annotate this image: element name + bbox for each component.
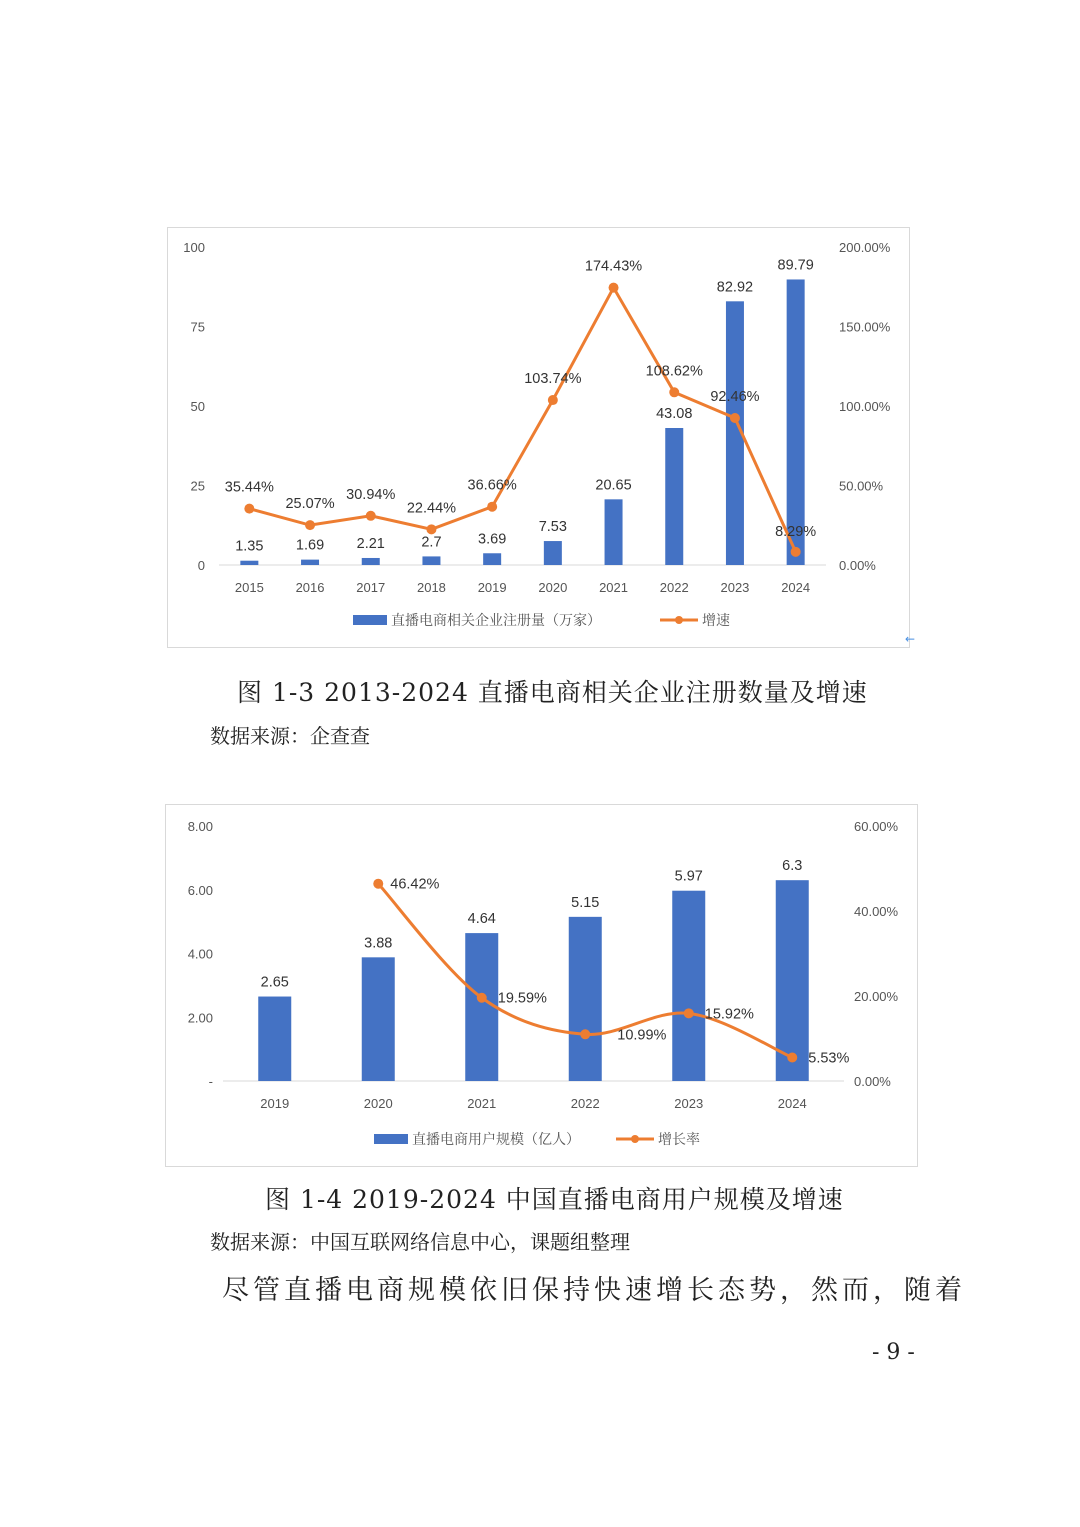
c1-y-right-tick: 0.00%	[839, 558, 876, 573]
data-source-2: 数据来源：中国互联网络信息中心，课题组整理	[210, 1230, 630, 1254]
body-paragraph: 尽管直播电商规模依旧保持快速增长态势，然而，随着	[222, 1275, 966, 1306]
c2-bar-label: 6.3	[782, 858, 803, 875]
c1-bar-label: 20.65	[595, 477, 632, 494]
c1-y-left-tick: 25	[190, 478, 205, 494]
c1-growth-label: 92.46%	[710, 388, 760, 405]
c2-growth-point	[373, 879, 383, 889]
c2-bar-label: 2.65	[260, 974, 289, 991]
c2-x-tick: 2024	[777, 1096, 807, 1111]
figure-caption-1: 图 1-3 2013-2024 直播电商相关企业注册数量及增速	[237, 678, 868, 707]
c1-bar	[665, 428, 683, 565]
c2-y-left-tick: -	[208, 1074, 213, 1089]
c1-growth-label: 22.44%	[406, 500, 457, 517]
c2-bar	[258, 997, 291, 1081]
c2-growth-label: 10.99%	[617, 1027, 667, 1044]
c2-bar-label: 4.64	[467, 911, 496, 928]
c1-bar	[422, 556, 440, 565]
c2-x-tick: 2023	[674, 1096, 704, 1111]
c2-growth-point	[684, 1008, 694, 1018]
chart1-svg	[168, 228, 909, 647]
figure-caption-2: 图 1-4 2019-2024 中国直播电商用户规模及增速	[265, 1185, 844, 1214]
c1-y-right-tick: 150.00%	[839, 319, 891, 335]
c1-growth-label: 35.44%	[224, 479, 274, 496]
c1-growth-line	[249, 288, 795, 552]
c2-bar-label: 5.97	[674, 868, 703, 885]
c1-growth-point	[791, 547, 801, 557]
c1-y-right-tick: 50.00%	[839, 478, 884, 494]
c1-growth-label: 36.66%	[467, 477, 517, 494]
c2-y-right-tick: 0.00%	[854, 1074, 891, 1089]
c1-bar-label: 7.53	[538, 519, 567, 536]
c1-x-tick: 2015	[234, 580, 264, 595]
c1-bar-label: 1.69	[295, 537, 325, 554]
c1-x-tick: 2021	[599, 580, 629, 595]
c2-growth-point	[580, 1029, 590, 1039]
c2-y-left-tick: 6.00	[187, 882, 213, 898]
c2-bar	[362, 957, 395, 1081]
c1-growth-point	[305, 520, 315, 530]
c1-bar	[362, 558, 380, 565]
c1-bar	[240, 561, 258, 565]
c1-legend-line-marker	[675, 616, 683, 624]
c1-y-right-tick: 200.00%	[839, 240, 891, 255]
c1-growth-point	[426, 524, 436, 534]
anchor-arrow-icon: ←	[905, 632, 916, 646]
c1-bar-label: 89.79	[777, 257, 814, 274]
data-source-1: 数据来源：企查查	[210, 724, 370, 748]
c1-x-tick: 2022	[659, 580, 689, 595]
chart-user-scale	[165, 804, 918, 1167]
chart-enterprise-registrations	[167, 227, 910, 648]
page-number: - 9 -	[872, 1340, 915, 1365]
c1-y-right-tick: 100.00%	[839, 399, 891, 414]
c1-y-left-tick: 0	[197, 558, 205, 573]
c1-growth-label: 8.29%	[775, 523, 817, 540]
c2-growth-label: 15.92%	[704, 1006, 754, 1023]
c1-growth-label: 103.74%	[524, 371, 582, 388]
c1-x-tick: 2020	[538, 580, 568, 595]
c2-y-left-tick: 2.00	[187, 1010, 213, 1026]
c2-growth-point	[477, 993, 487, 1003]
c1-growth-point	[548, 395, 558, 405]
c1-bar-label: 43.08	[656, 406, 693, 423]
c2-y-right-tick: 60.00%	[854, 819, 899, 834]
c2-bar-label: 3.88	[364, 935, 393, 952]
c2-growth-label: 19.59%	[497, 990, 547, 1007]
c1-bar	[544, 541, 562, 565]
c2-growth-label: 5.53%	[808, 1050, 850, 1067]
c1-bar-label: 3.69	[478, 531, 507, 548]
c1-growth-point	[609, 283, 619, 293]
chart2-svg	[166, 805, 917, 1166]
c1-y-left-tick: 50	[190, 399, 205, 414]
c2-x-tick: 2020	[363, 1096, 393, 1111]
c2-growth-point	[787, 1052, 797, 1062]
c1-x-tick: 2019	[477, 580, 507, 595]
c1-growth-point	[244, 504, 254, 514]
c1-bar	[605, 499, 623, 565]
c1-y-left-tick: 75	[190, 319, 205, 335]
c1-bar-label: 1.35	[235, 538, 264, 555]
c2-bar-label: 5.15	[571, 894, 600, 911]
c2-y-right-tick: 20.00%	[854, 989, 899, 1004]
c1-growth-point	[730, 413, 740, 423]
c1-bar	[787, 279, 805, 565]
c2-x-tick: 2019	[260, 1096, 290, 1111]
c1-growth-point	[669, 387, 679, 397]
c1-legend-bar-label: 直播电商相关企业注册量（万家）	[391, 613, 601, 629]
c1-y-left-tick: 100	[183, 240, 205, 255]
c2-x-tick: 2022	[570, 1096, 600, 1111]
c2-bar	[569, 917, 602, 1081]
c1-x-tick: 2024	[781, 580, 811, 595]
c1-x-tick: 2023	[720, 580, 750, 595]
c1-bar-label: 2.7	[421, 534, 442, 551]
c1-legend-line-label: 增速	[702, 613, 730, 629]
c1-bar-label: 82.92	[716, 279, 754, 296]
c2-y-right-tick: 40.00%	[854, 904, 899, 919]
c1-growth-point	[366, 511, 376, 521]
c2-legend-line-marker	[631, 1135, 639, 1143]
c2-y-left-tick: 4.00	[187, 946, 213, 962]
c2-legend-line-label: 增长率	[658, 1132, 700, 1148]
c1-x-tick: 2017	[356, 580, 386, 595]
c1-growth-label: 174.43%	[584, 258, 643, 275]
c1-bar-label: 2.21	[356, 535, 385, 552]
c2-growth-label: 46.42%	[390, 876, 440, 893]
c1-growth-label: 30.94%	[346, 486, 396, 503]
c1-x-tick: 2018	[416, 580, 446, 595]
c1-bar	[301, 560, 319, 565]
c1-x-tick: 2016	[295, 580, 325, 595]
c1-legend-bar-swatch	[353, 615, 387, 625]
c1-growth-label: 25.07%	[285, 496, 335, 513]
c2-bar	[672, 891, 705, 1081]
c1-growth-label: 108.62%	[645, 363, 703, 380]
c2-y-left-tick: 8.00	[187, 819, 213, 834]
c2-legend-bar-swatch	[374, 1134, 408, 1144]
c2-x-tick: 2021	[467, 1096, 497, 1111]
c1-growth-point	[487, 502, 497, 512]
c1-bar	[483, 553, 501, 565]
c2-legend-bar-label: 直播电商用户规模（亿人）	[412, 1132, 580, 1148]
